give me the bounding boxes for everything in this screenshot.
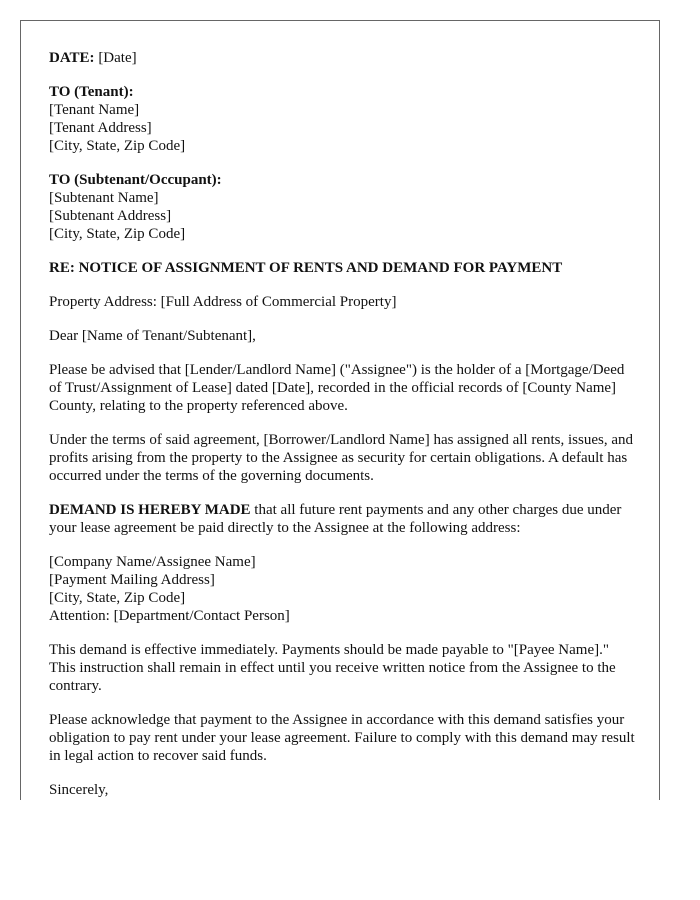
property-address: Property Address: [Full Address of Commercial Property] <box>49 294 397 310</box>
demand-body-text: that all future rent payments and any other charges due under your lease agreement be paid directly to the Assignee at the following address: <box>49 502 622 536</box>
payment-city-state-zip: [City, State, Zip Code] <box>49 590 186 606</box>
demand-bold-text: DEMAND IS HEREBY MADE <box>49 502 251 518</box>
subtenant-label: TO (Subtenant/Occupant): <box>49 172 222 188</box>
tenant-city-state-zip: [City, State, Zip Code] <box>49 138 186 154</box>
subtenant-address: [Subtenant Address] <box>49 208 172 224</box>
paragraph-demand <box>49 501 637 537</box>
letter-page <box>20 20 660 800</box>
date-value: [Date] <box>94 50 137 66</box>
tenant-address: [Tenant Address] <box>49 120 152 136</box>
letter-content <box>49 49 637 800</box>
salutation: Dear [Name of Tenant/Subtenant], <box>49 328 256 344</box>
tenant-block <box>49 83 637 155</box>
tenant-label: TO (Tenant): <box>49 84 134 100</box>
re-block <box>49 259 637 277</box>
paragraph-acknowledge: Please acknowledge that payment to the Assignee in accordance with this demand satisfies your obligation to pay rent under your lease agreement. Failure to comply with this demand may result in legal action to recover said funds. <box>49 712 635 764</box>
paragraph-assignee-notice: Please be advised that [Lender/Landlord Name] ("Assignee") is the holder of a [Mortgage/Deed of Trust/Assignment of Lease] dated [Date], recorded in the official records of [County Name] County, relating to the property referenced above. <box>49 362 625 414</box>
payment-company-name: [Company Name/Assignee Name] <box>49 554 256 570</box>
re-subject-line: RE: NOTICE OF ASSIGNMENT OF RENTS AND DEMAND FOR PAYMENT <box>49 260 563 276</box>
date-label: DATE: <box>49 50 95 66</box>
paragraph-effective-immediately: This demand is effective immediately. Payments should be made payable to "[Payee Name]." This instruction shall remain in effect until you receive written notice from the Assignee to the contrary. <box>49 642 616 694</box>
date-block <box>49 49 637 67</box>
subtenant-city-state-zip: [City, State, Zip Code] <box>49 226 186 242</box>
closing: Sincerely, <box>49 782 109 798</box>
payment-address-block <box>49 553 637 625</box>
subtenant-block <box>49 171 637 243</box>
payment-mailing-address: [Payment Mailing Address] <box>49 572 215 588</box>
payment-attention: Attention: [Department/Contact Person] <box>49 608 290 624</box>
subtenant-name: [Subtenant Name] <box>49 190 159 206</box>
tenant-name: [Tenant Name] <box>49 102 140 118</box>
paragraph-assignment-terms: Under the terms of said agreement, [Borrower/Landlord Name] has assigned all rents, issues, and profits arising from the property to the Assignee as security for certain obligations. A default has occurred under the terms of the governing documents. <box>49 432 633 484</box>
